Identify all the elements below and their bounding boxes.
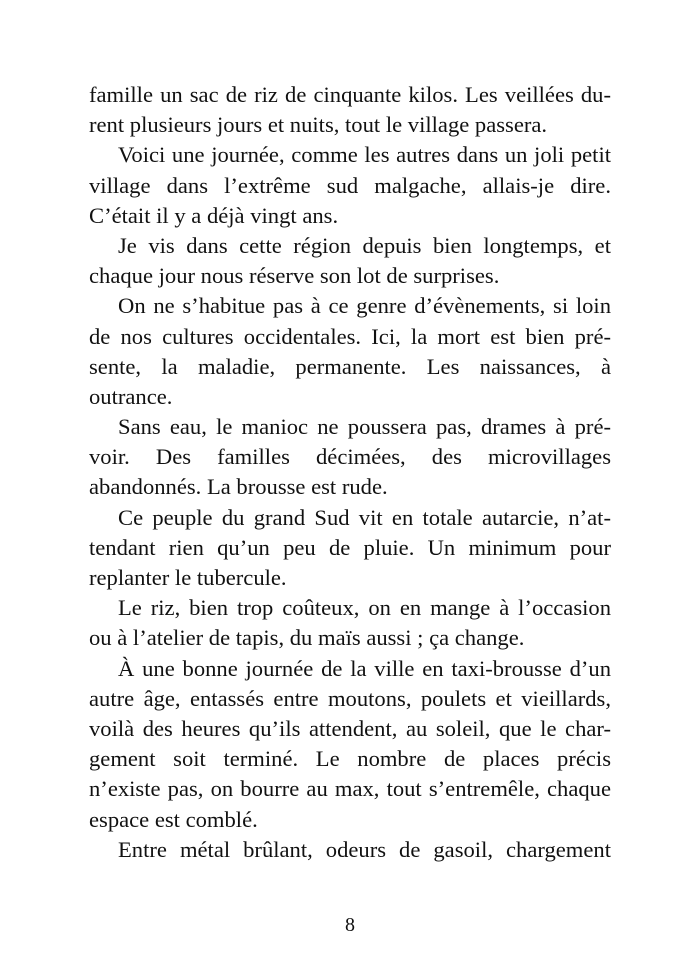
text-line: n’existe pas, on bourre au max, tout s’entremêle, chaque bbox=[89, 776, 611, 802]
text-line: Ce peuple du grand Sud vit en totale autarcie, n’at- bbox=[118, 504, 611, 530]
text-line: outrance. bbox=[89, 383, 173, 409]
text-line: chaque jour nous réserve son lot de surprises. bbox=[89, 263, 500, 289]
text-line: Je vis dans cette région depuis bien longtemps, et bbox=[118, 232, 611, 258]
text-line: rent plusieurs jours et nuits, tout le village passera. bbox=[89, 112, 548, 138]
text-line: replanter le tubercule. bbox=[89, 565, 287, 590]
page-body bbox=[89, 80, 611, 865]
text-line: sente, la maladie, permanente. Les naissances, à bbox=[89, 353, 611, 379]
text-line: voilà des heures qu’ils attendent, au soleil, que le char- bbox=[89, 715, 611, 741]
text-line: À une bonne journée de la ville en taxi-brousse d’un bbox=[118, 655, 611, 681]
text-line: ou à l’atelier de tapis, du maïs aussi ; ça change. bbox=[89, 625, 525, 651]
page-number: 8 bbox=[345, 914, 355, 936]
text-line: autre âge, entassés entre moutons, poulets et vieillards, bbox=[89, 685, 611, 711]
text-line: On ne s’habitue pas à ce genre d’évènements, si loin bbox=[118, 293, 611, 319]
text-line: gement soit terminé. Le nombre de places précis bbox=[89, 746, 611, 772]
text-line: Sans eau, le manioc ne poussera pas, drames à pré- bbox=[118, 414, 611, 440]
text-line: Voici une journée, comme les autres dans un joli petit bbox=[118, 142, 611, 168]
text-line: de nos cultures occidentales. Ici, la mort est bien pré- bbox=[89, 323, 611, 349]
text-line: abandonnés. La brousse est rude. bbox=[89, 474, 388, 500]
text-line: C’était il y a déjà vingt ans. bbox=[89, 202, 339, 228]
text-line: voir. Des familles décimées, des microvillages bbox=[89, 444, 611, 470]
text-line: village dans l’extrême sud malgache, allais-je dire. bbox=[89, 172, 611, 198]
text-line: Le riz, bien trop coûteux, on en mange à l’occasion bbox=[118, 595, 611, 621]
text-line: Entre métal brûlant, odeurs de gasoil, chargement bbox=[118, 836, 611, 862]
text-line: famille un sac de riz de cinquante kilos. Les veillées du- bbox=[89, 82, 611, 107]
text-line: espace est comblé. bbox=[89, 806, 258, 832]
text-line: tendant rien qu’un peu de pluie. Un minimum pour bbox=[89, 534, 611, 560]
